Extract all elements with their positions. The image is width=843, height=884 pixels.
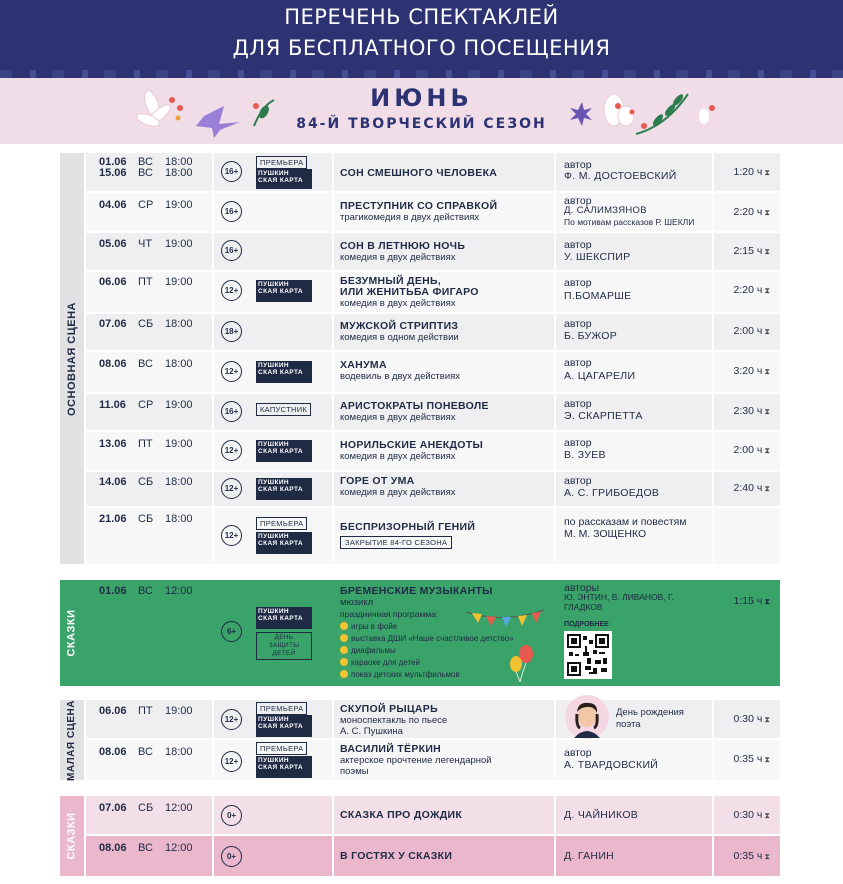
hourglass-icon: ⧗	[764, 168, 770, 177]
small-stage-label: МАЛАЯ СЦЕНА	[60, 700, 84, 780]
bell-icon	[340, 622, 348, 630]
title-line-2: ДЛЯ БЕСПЛАТНОГО ПОСЕЩЕНИЯ	[232, 36, 611, 60]
table-row: 08.06 ВС 18:00 12+ ПУШКИН СКАЯ КАРТА ХАНУМА водевиль в двух действиях автор А. ЦАГАРЕЛИ 3:20 ч ⧗	[86, 352, 780, 392]
badge-cell	[214, 153, 332, 191]
table-row: 08.06 ВС 18:00 12+ ПРЕМЬЕРА ПУШКИН СКАЯ КАРТА ВАСИЛИЙ ТЁРКИН актерское прочтение легендарной поэмы автор А. ТВАРДОВСКИЙ 0:35 ч ⧗	[86, 740, 780, 780]
hourglass-icon: ⧗	[764, 446, 770, 455]
pushkin-card-logo: ПУШКИН СКАЯ КАРТА	[256, 715, 312, 737]
bell-icon	[340, 670, 348, 678]
pushkin-card-logo: ПУШКИН СКАЯ КАРТА	[256, 756, 312, 778]
table-row: 14.06 СБ 18:00 12+ ПУШКИН СКАЯ КАРТА ГОРЕ ОТ УМА комедия в двух действиях автор А. С. ГРИБОЕДОВ 2:40 ч ⧗	[86, 472, 780, 506]
hourglass-icon: ⧗	[764, 327, 770, 336]
flower-decoration-right-icon	[566, 86, 726, 140]
table-row: 07.06 СБ 12:00 0+ СКАЗКА ПРО ДОЖДИК Д. ЧАЙНИКОВ 0:30 ч ⧗	[86, 796, 780, 834]
date-cell: 01.06 ВС 18:00 15.06 ВС 18:00	[86, 153, 212, 191]
pushkin-card-logo: ПУШКИН СКАЯ КАРТА	[256, 169, 312, 189]
bell-icon	[340, 646, 348, 654]
main-stage-label: ОСНОВНАЯ СЦЕНА	[60, 153, 84, 564]
age-rating: 16+	[221, 240, 242, 261]
table-row: 06.06 ПТ 19:00 12+ ПУШКИН СКАЯ КАРТА БЕЗУМНЫЙ ДЕНЬ, ИЛИ ЖЕНИТЬБА ФИГАРО комедия в двух действиях автор П.БОМАРШЕ 2:20 ч ⧗	[86, 272, 780, 312]
list-item: выставка ДШИ «Наше счастливое детство»	[340, 634, 514, 644]
table-row: 06.06 ПТ 19:00 12+ ПРЕМЬЕРА ПУШКИН СКАЯ КАРТА СКУПОЙ РЫЦАРЬ моноспектакль по пьесе А. С. Пушкина День рождения поэта 0:30 ч ⧗	[86, 700, 780, 738]
pushkin-portrait-icon	[564, 694, 610, 740]
age-rating: 6+	[221, 621, 242, 642]
list-item: показ детских мультфильмов	[340, 670, 460, 680]
title-line-1: ПЕРЕЧЕНЬ СПЕКТАКЛЕЙ	[284, 5, 559, 29]
pushkin-card-logo: ПУШКИН СКАЯ КАРТА	[256, 478, 312, 500]
bell-icon	[340, 658, 348, 666]
hourglass-icon: ⧗	[764, 407, 770, 416]
age-rating: 0+	[221, 805, 242, 826]
pushkin-card-logo: ПУШКИН СКАЯ КАРТА	[256, 440, 312, 462]
table-row	[86, 153, 780, 191]
table-row: 05.06 ЧТ 19:00 16+ СОН В ЛЕТНЮЮ НОЧЬ комедия в двух действиях автор У. ШЕКСПИР 2:15 ч ⧗	[86, 233, 780, 270]
table-row: 01.06 ВС 12:00 6+ ПУШКИН СКАЯ КАРТА ДЕНЬ ЗАЩИТЫ ДЕТЕЙ БРЕМЕНСКИЕ МУЗЫКАНТЫ мюзикл праздничная программа: игры в фойе выставка ДШИ «Наше счастливое детство» диафильмы караоке для детей показ детских мультфильмов авторы Ю. ЭНТИН, В. ЛИВАНОВ, Г. ГЛАДКОВ ПОДРОБНЕЕ 1:15 ч ⧗	[86, 580, 780, 686]
list-item: игры в фойе	[340, 622, 397, 632]
age-rating: 12+	[221, 361, 242, 382]
pushkin-card-logo: ПУШКИН СКАЯ КАРТА	[256, 361, 312, 383]
pushkin-card-logo: ПУШКИН СКАЯ КАРТА	[256, 607, 312, 629]
closing-tag: ЗАКРЫТИЕ 84-ГО СЕЗОНА	[340, 536, 452, 549]
list-item: диафильмы	[340, 646, 396, 656]
pushkin-card-logo: ПУШКИН СКАЯ КАРТА	[256, 532, 312, 554]
age-rating: 12+	[221, 478, 242, 499]
pushkin-card-logo: ПУШКИН СКАЯ КАРТА	[256, 280, 312, 302]
table-row: 11.06 СР 19:00 16+ КАПУСТНИК АРИСТОКРАТЫ ПОНЕВОЛЕ комедия в двух действиях автор Э. СКАРПЕТТА 2:30 ч ⧗	[86, 394, 780, 430]
childrens-day-tag: ДЕНЬ ЗАЩИТЫ ДЕТЕЙ	[256, 632, 312, 660]
premiere-tag: ПРЕМЬЕРА	[256, 517, 307, 530]
hourglass-icon: ⧗	[764, 755, 770, 764]
month-title: ИЮНЬ	[370, 84, 473, 112]
hourglass-icon: ⧗	[764, 367, 770, 376]
table-row: 07.06 СБ 18:00 18+ МУЖСКОЙ СТРИПТИЗ комедия в одном действии автор Б. БУЖОР 2:00 ч ⧗	[86, 314, 780, 350]
age-rating: 16+	[221, 161, 242, 182]
premiere-tag: ПРЕМЬЕРА	[256, 702, 307, 715]
hourglass-icon: ⧗	[764, 715, 770, 724]
hourglass-icon: ⧗	[764, 208, 770, 217]
hourglass-icon: ⧗	[764, 286, 770, 295]
hourglass-icon: ⧗	[764, 484, 770, 493]
table-row: 21.06 СБ 18:00 12+ ПРЕМЬЕРА ПУШКИН СКАЯ КАРТА БЕСПРИЗОРНЫЙ ГЕНИЙ ЗАКРЫТИЕ 84-ГО СЕЗОНА по рассказам и повестям М. М. ЗОЩЕНКО	[86, 508, 780, 564]
age-rating: 12+	[221, 440, 242, 461]
premiere-tag: ПРЕМЬЕРА	[256, 742, 307, 755]
header-stripe	[0, 70, 843, 78]
age-rating: 12+	[221, 525, 242, 546]
title-cell: СОН СМЕШНОГО ЧЕЛОВЕКА	[334, 153, 554, 191]
list-item: караоке для детей	[340, 658, 420, 668]
age-rating: 12+	[221, 751, 242, 772]
age-rating: 16+	[221, 201, 242, 222]
table-row: 08.06 ВС 12:00 0+ В ГОСТЯХ У СКАЗКИ Д. ГАНИН 0:35 ч ⧗	[86, 836, 780, 876]
hourglass-icon: ⧗	[764, 597, 770, 606]
age-rating: 16+	[221, 401, 242, 422]
bell-icon	[340, 634, 348, 642]
qr-code[interactable]	[564, 631, 612, 679]
table-row: 13.06 ПТ 19:00 12+ ПУШКИН СКАЯ КАРТА НОРИЛЬСКИЕ АНЕКДОТЫ комедия в двух действиях автор В. ЗУЕВ 2:00 ч ⧗	[86, 432, 780, 470]
duration-cell: 1:20 ч ⧗	[714, 153, 780, 191]
page-header	[0, 0, 843, 78]
author-cell: автор Ф. М. ДОСТОЕВСКИЙ	[556, 153, 712, 191]
garland-balloons-icon	[464, 606, 554, 686]
age-rating: 12+	[221, 709, 242, 730]
age-rating: 0+	[221, 846, 242, 867]
age-rating: 12+	[221, 280, 242, 301]
season-title: 84-Й ТВОРЧЕСКИЙ СЕЗОН	[296, 116, 547, 132]
table-row: 04.06 СР 19:00 16+ ПРЕСТУПНИК СО СПРАВКОЙ трагикомедия в двух действиях автор Д. САЛИМЗЯНОВ По мотивам рассказов Р. ШЕКЛИ 2:20 ч ⧗	[86, 193, 780, 231]
hourglass-icon: ⧗	[764, 811, 770, 820]
month-band	[0, 78, 843, 144]
age-rating: 18+	[221, 321, 242, 342]
fairy-label: СКАЗКИ	[66, 609, 78, 657]
qr-code-icon	[567, 634, 609, 676]
hourglass-icon: ⧗	[764, 852, 770, 861]
premiere-tag: ПРЕМЬЕРА	[256, 156, 307, 169]
fairy-small-label: СКАЗКИ	[60, 796, 84, 876]
hourglass-icon: ⧗	[764, 247, 770, 256]
kapustnik-tag: КАПУСТНИК	[256, 403, 311, 416]
